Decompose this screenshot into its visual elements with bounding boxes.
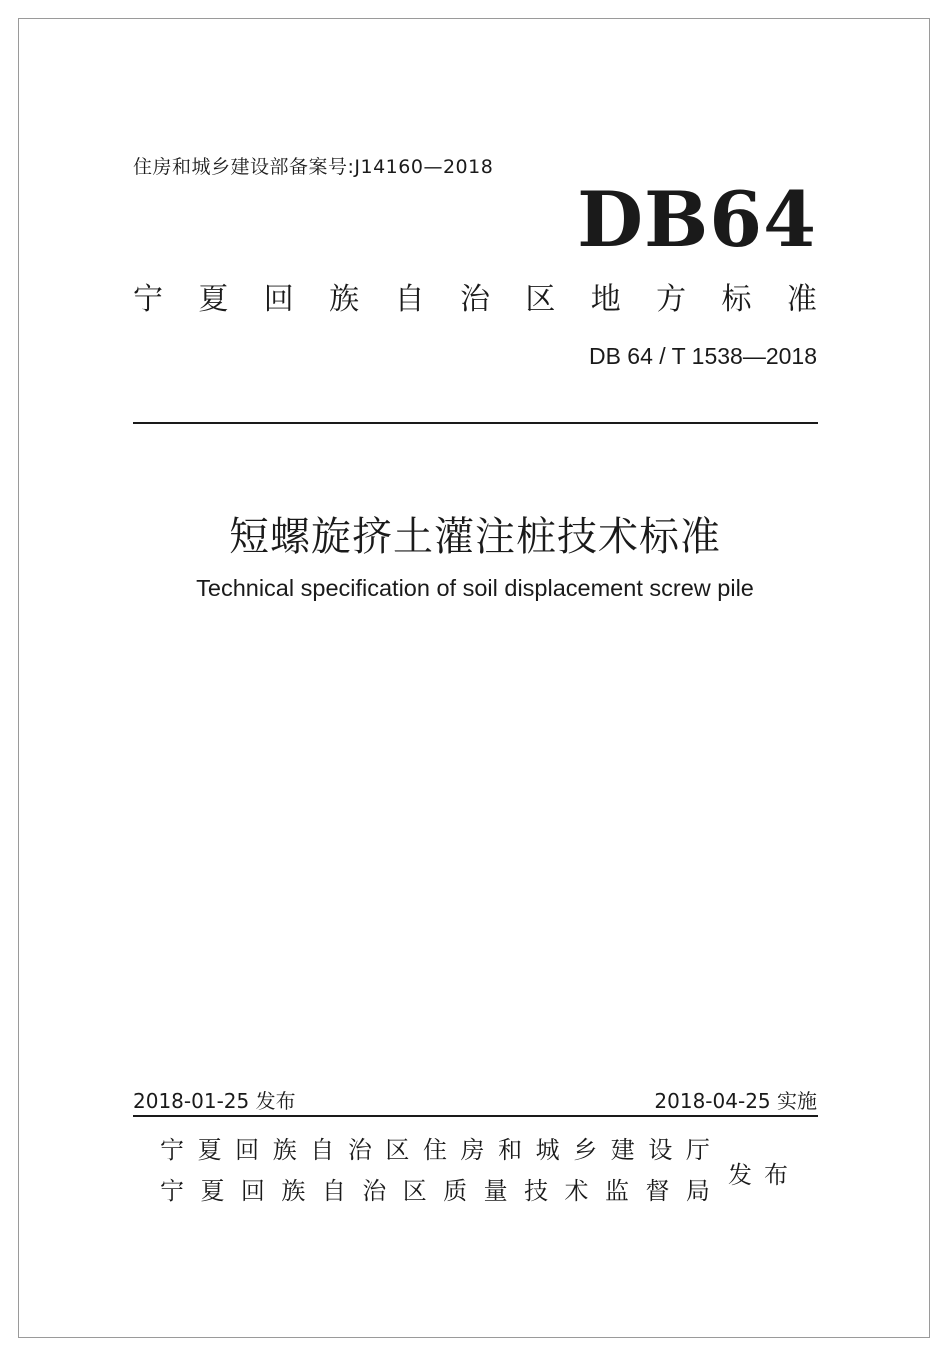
category-char: 夏 <box>198 282 229 317</box>
category-char: 族 <box>329 282 360 317</box>
publisher-char: 建 <box>610 1136 635 1164</box>
publisher-char: 和 <box>498 1136 523 1164</box>
publisher-char: 住 <box>422 1136 447 1164</box>
publisher-char: 量 <box>483 1177 508 1205</box>
publisher-char: 治 <box>362 1177 387 1205</box>
standard-category <box>133 282 817 318</box>
publisher-2 <box>160 1176 710 1206</box>
title-chinese: 短螺旋挤土灌注桩技术标准 <box>229 514 721 560</box>
category-char: 自 <box>394 282 425 317</box>
publisher-char: 设 <box>648 1136 673 1164</box>
category-char: 治 <box>459 282 490 317</box>
category-char: 准 <box>786 282 817 317</box>
publisher-char: 夏 <box>197 1136 222 1164</box>
publisher-char: 质 <box>443 1177 468 1205</box>
publisher-char: 房 <box>460 1136 485 1164</box>
publisher-char: 监 <box>604 1177 629 1205</box>
category-char: 地 <box>590 282 621 317</box>
divider-bottom <box>133 1115 818 1117</box>
publisher-char: 厅 <box>685 1136 710 1164</box>
publisher-char: 回 <box>240 1177 265 1205</box>
category-char: 方 <box>656 282 687 317</box>
publisher-char: 自 <box>321 1177 346 1205</box>
standard-number: DB 64 / T 1538—2018 <box>588 343 817 369</box>
publisher-char: 族 <box>272 1136 297 1164</box>
title-english: Technical specification of soil displacement screw pile <box>196 575 754 601</box>
publisher-1 <box>160 1135 710 1165</box>
standard-code: DB64 <box>577 175 817 264</box>
category-char: 标 <box>721 282 752 317</box>
publisher-char: 宁 <box>160 1177 184 1205</box>
publisher-char: 宁 <box>160 1136 184 1164</box>
category-char: 回 <box>263 282 294 317</box>
implement-date: 2018-04-25 实施 <box>654 1089 817 1113</box>
publisher-char: 自 <box>310 1136 335 1164</box>
publisher-char: 回 <box>235 1136 260 1164</box>
publisher-char: 族 <box>281 1177 306 1205</box>
publisher-char: 夏 <box>200 1177 225 1205</box>
publisher-char: 城 <box>535 1136 560 1164</box>
publisher-char: 术 <box>564 1177 589 1205</box>
publisher-char: 治 <box>347 1136 372 1164</box>
publisher-char: 乡 <box>573 1136 598 1164</box>
publish-label: 发布 <box>728 1161 800 1189</box>
publisher-char: 区 <box>402 1177 427 1205</box>
category-char: 宁 <box>133 282 163 317</box>
divider-top <box>133 422 818 424</box>
publisher-char: 区 <box>385 1136 410 1164</box>
publisher-char: 技 <box>524 1177 549 1205</box>
category-char: 区 <box>525 282 556 317</box>
publisher-char: 局 <box>685 1177 710 1205</box>
publisher-char: 督 <box>645 1177 670 1205</box>
issue-date: 2018-01-25 发布 <box>133 1089 296 1113</box>
record-number: 住房和城乡建设部备案号:J14160—2018 <box>133 156 494 178</box>
